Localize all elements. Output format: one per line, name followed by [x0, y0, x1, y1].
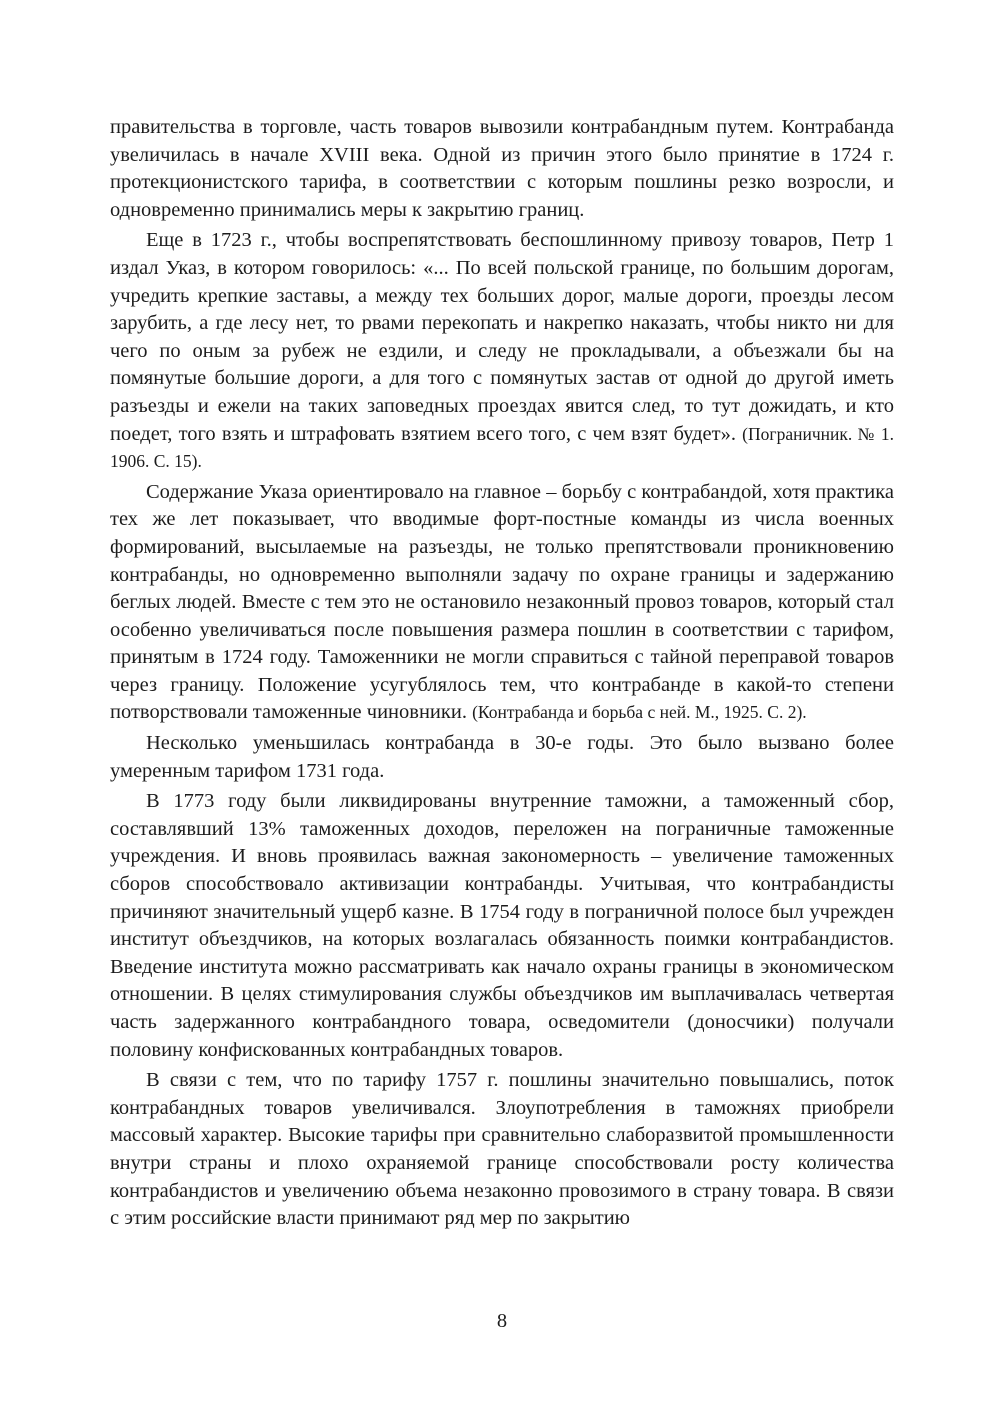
citation-2: (Контрабанда и борьба с ней. М., 1925. С. 2).: [472, 702, 807, 723]
citation-1: (Пограничник. № 1. 1906. С. 15).: [110, 423, 895, 472]
paragraph-2-text: Еще в 1723 г., чтобы воспрепятствовать беспошлинному привозу товаров, Петр 1 издал Указ, в котором говорилось: «... По всей польской границе, по большим дорогам, учредить крепкие заставы, а между тех больших дорог, малые дороги, проезды лесом зарубить, а где лесу нет, то рвами перекопать и накрепко наказать, чтобы никто ни для чего по оным за рубеж не ездили, и следу не прокладывали, а объезжали бы на помянутые большие дороги, а для того с помянутых застав от одной до другой иметь разъезды и ежели на таких заповедных проездах явится след, то тут дожидать, и кто поедет, того взять и штрафовать взятием всего того, с чем взят будет».: [110, 229, 894, 445]
paragraph-6-text: В связи с тем, что по тарифу 1757 г. пошлины значительно повышались, поток контрабандных товаров увеличивался. Злоупотребления в таможнях приобрели массовый характер. Высокие тарифы при сравнительно слаборазвитой промышленности внутри страны и плохо охраняемой границе способствовали росту количества контрабандистов и увеличению объема незаконно провозимого в страну товара. В связи с этим российские власти принимают ряд мер по закрытию: [110, 1069, 894, 1230]
page-number: 8: [496, 1310, 508, 1332]
page-body: [110, 114, 894, 1233]
paragraph-1-text: правительства в торговле, часть товаров вывозили контрабандным путем. Контрабанда увеличилась в начале XVIII века. Одной из причин этого было принятие в 1724 г. протекционистского тарифа, в соответствии с которым пошлины резко возросли, и одновременно принимались меры к закрытию границ.: [110, 116, 894, 221]
paragraph-1: [110, 114, 894, 224]
paragraph-2: [110, 227, 894, 475]
paragraph-3-text: Содержание Указа ориентировало на главное – борьбу с контрабандой, хотя практика тех же лет показывает, что вводимые форт-постные команды из числа военных формирований, высылаемые на разъезды, не только препятствовали проникновению контрабанды, но одновременно выполняли задачу по охране границы и задержанию беглых людей. Вместе с тем это не остановило незаконный провоз товаров, который стал особенно увеличиваться после повышения размера пошлин в соответствии с тарифом, принятым в 1724 году. Таможенники не могли справиться с тайной переправой товаров через границу. Положение усугублялось тем, что контрабанде в какой-то степени потворствовали таможенные чиновники.: [110, 480, 894, 724]
paragraph-5-text: В 1773 году были ликвидированы внутренние таможни, а таможенный сбор, составлявший 13% таможенных доходов, переложен на пограничные таможенные учреждения. И вновь проявилась важная закономерность – увеличение таможенных сборов способствовало активизации контрабанды. Учитывая, что контрабандисты причиняют значительный ущерб казне. В 1754 году в пограничной полосе был учрежден институт объездчиков, на которых возлагалась обязанность поимки контрабандистов. Введение института можно рассматривать как начало охраны границы в экономическом отношении. В целях стимулирования службы объездчиков им выплачивалась четвертая часть задержанного контрабандного товара, осведомители (доносчики) получали половину конфискованных контрабандных товаров.: [110, 790, 894, 1061]
paragraph-4: [110, 730, 894, 785]
paragraph-6: [110, 1067, 894, 1233]
paragraph-3: [110, 479, 894, 727]
paragraph-5: [110, 788, 894, 1064]
paragraph-4-text: Несколько уменьшилась контрабанда в 30-е годы. Это было вызвано более умеренным тарифом 1731 года.: [110, 732, 894, 782]
